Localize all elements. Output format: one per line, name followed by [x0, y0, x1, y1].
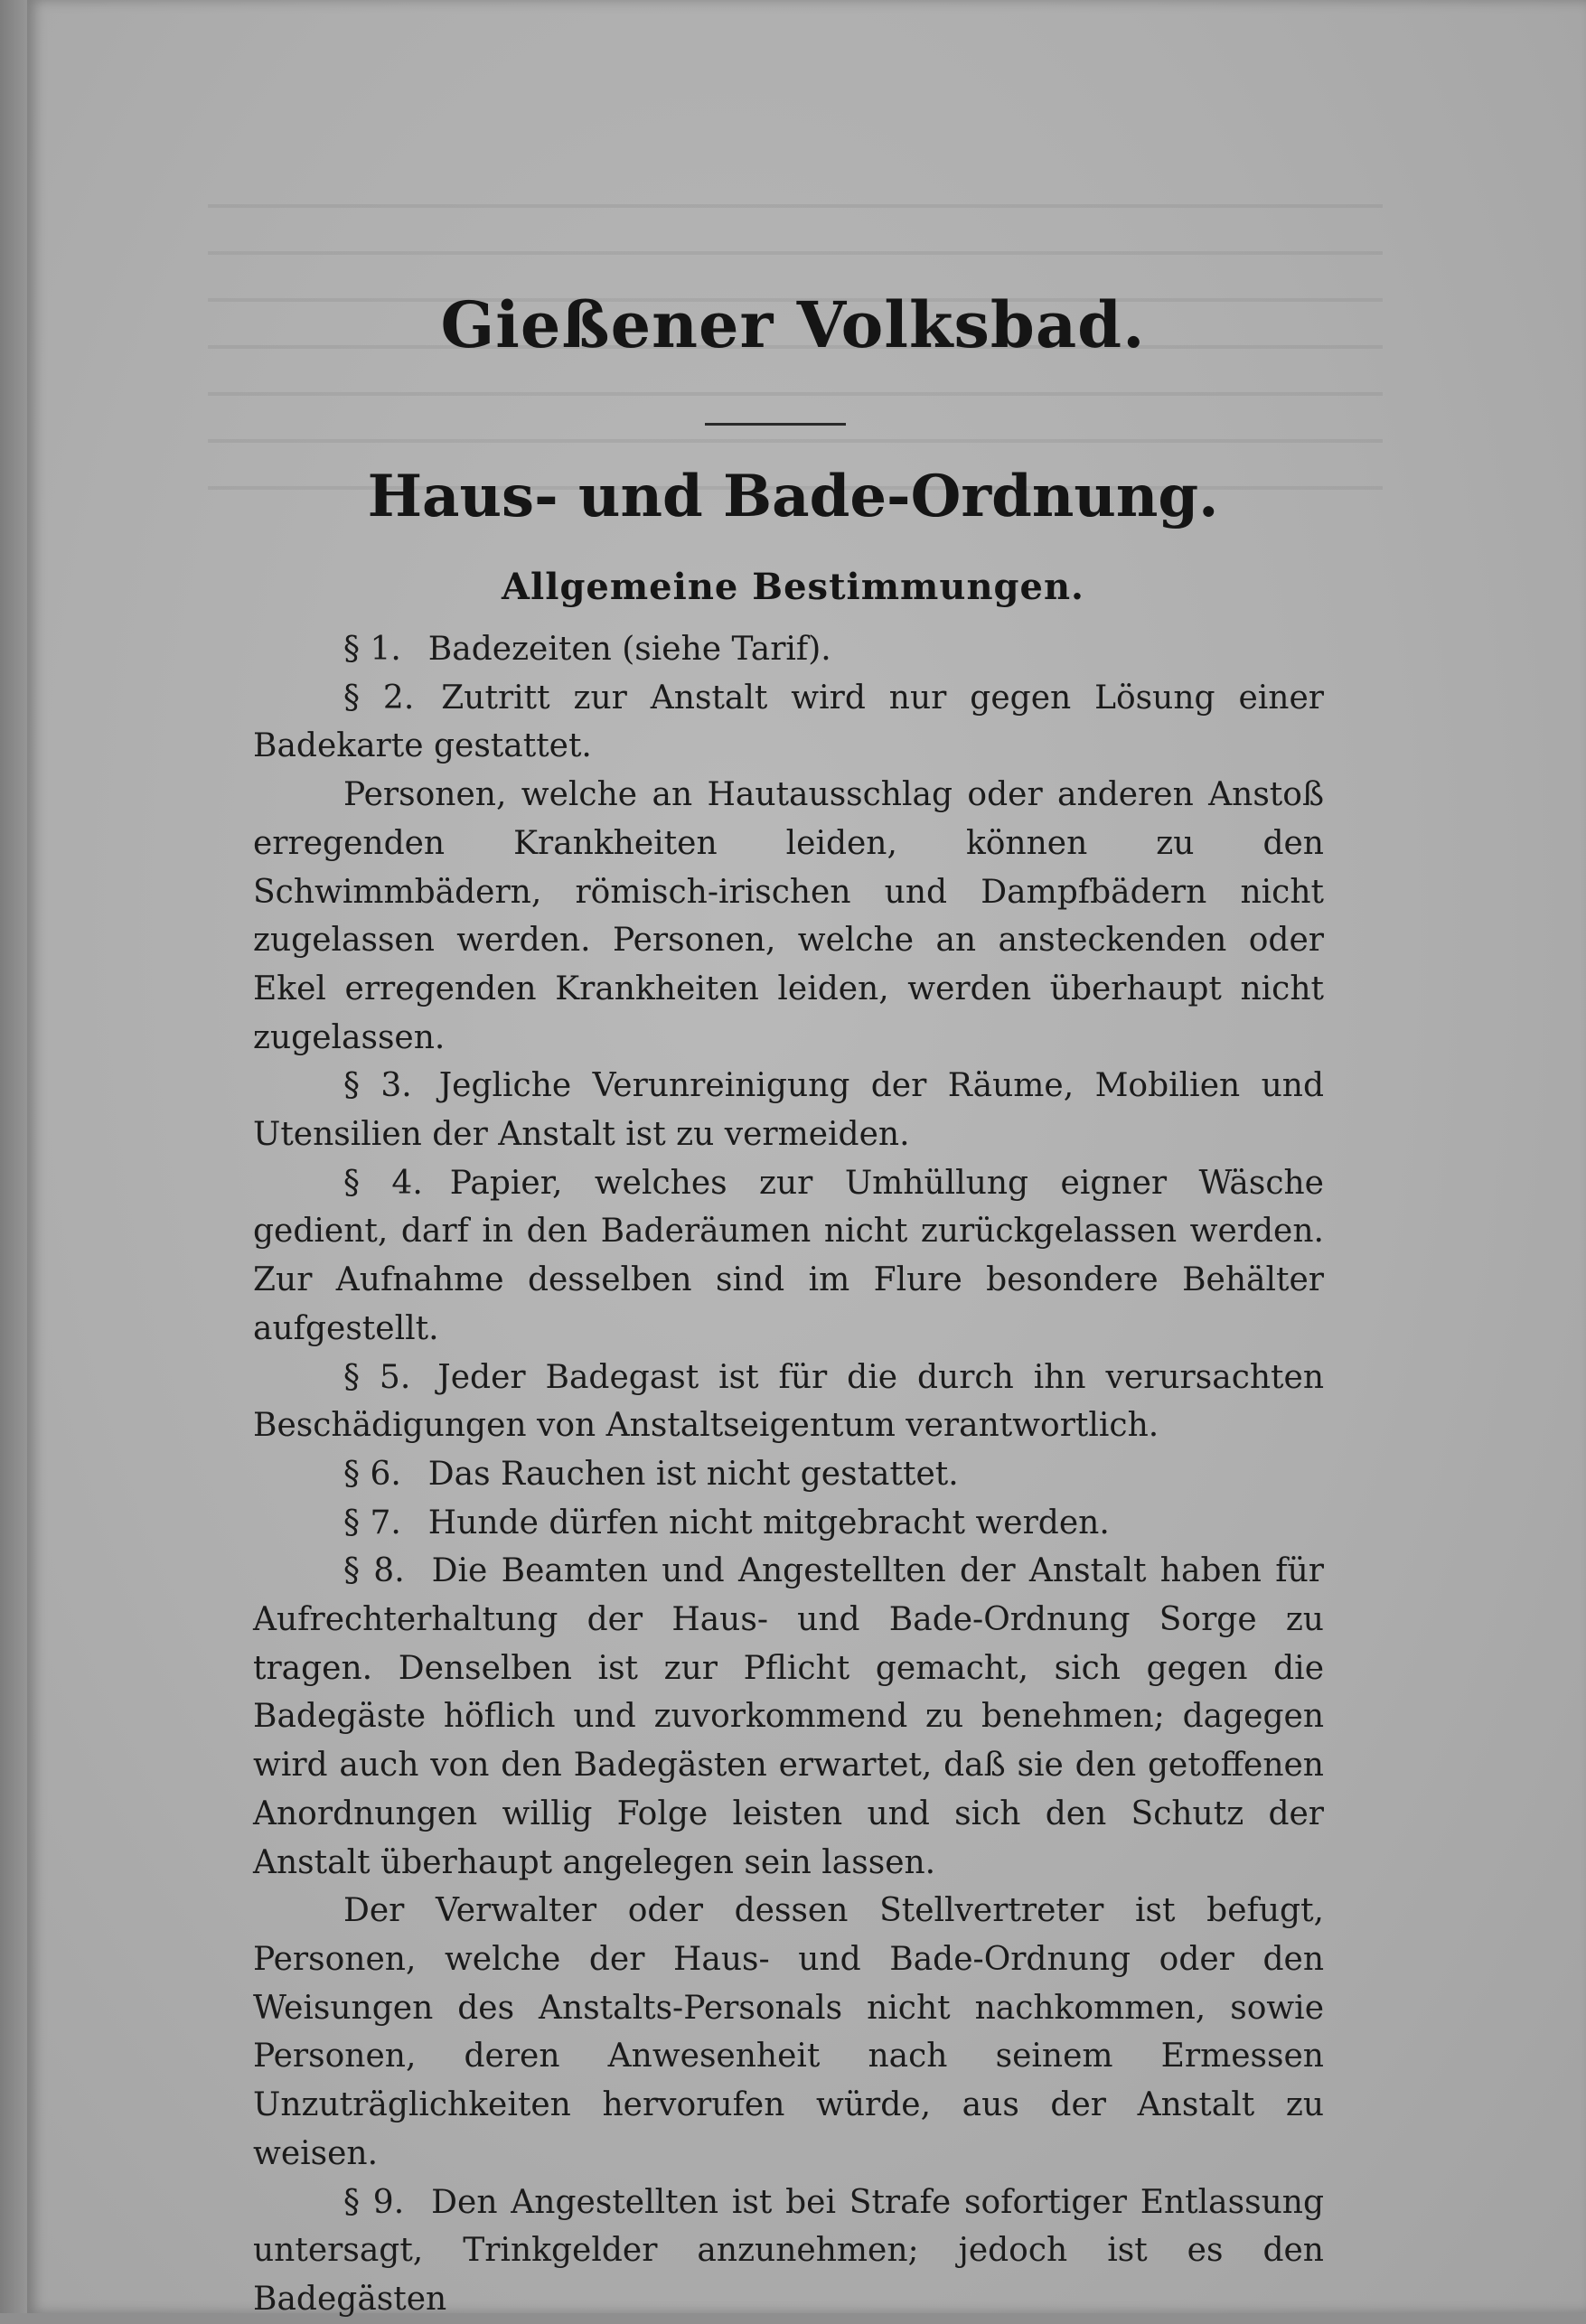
paragraph-section-4 [253, 1159, 1324, 1354]
section-number: § 1. [343, 631, 401, 668]
section-number: § 5. [343, 1358, 411, 1396]
paragraph-section-8 [253, 1547, 1324, 1887]
paragraph-text: Die Beamten und Angestellten der Anstalt haben für Aufrechterhaltung der Haus- und Bade-Ordnung Sorge zu tragen. Denselben ist zur Pflicht gemacht, sich gegen die Badegäste höflich und zuvorkommend zu benehmen; dagegen wird auch von den Badegästen erwartet, daß sie den getoffenen Anordnungen willig Folge leisten und sich den Schutz der Anstalt überhaupt angelegen sein lassen. [253, 1552, 1324, 1881]
section-number: § 8. [343, 1552, 405, 1590]
paragraph-text: Jeder Badegast ist für die durch ihn verursachten Beschädigungen von Anstaltseigentum verantwortlich. [253, 1358, 1324, 1445]
section-number: § 2. [343, 679, 415, 717]
document-subtitle: Haus- und Bade-Ordnung. [367, 463, 1219, 530]
section-number: § 6. [343, 1455, 401, 1493]
paragraph-text: Der Verwalter oder dessen Stellvertreter ist befugt, Personen, welche der Haus- und Bade-Ordnung oder den Weisungen des Anstalts-Personals nicht nachkommen, sowie Personen, deren Anwesenheit nach seinem Ermessen Unzuträglichkeiten hervorufen würde, aus der Anstalt zu weisen. [253, 1892, 1324, 2172]
paragraph-text: Zutritt zur Anstalt wird nur gegen Lösung einer Badekarte gestattet. [253, 679, 1325, 765]
section-number: § 4. [343, 1164, 423, 1202]
paragraph-section-1 [253, 625, 1324, 674]
document-body [253, 625, 1324, 2324]
paragraph-text: Badezeiten (siehe Tarif). [427, 631, 831, 668]
paragraph-section-9 [253, 2179, 1324, 2324]
paragraph-section-5 [253, 1354, 1324, 1450]
paragraph-section-7 [253, 1499, 1324, 1548]
section-number: § 3. [343, 1067, 412, 1105]
paragraph-text: Hunde dürfen nicht mitgebracht werden. [427, 1504, 1110, 1542]
paragraph-text: Das Rauchen ist nicht gestattet. [427, 1455, 959, 1493]
paragraph-text: Papier, welches zur Umhüllung eigner Wäsche gedient, darf in den Baderäumen nicht zurückgelassen werden. Zur Aufnahme desselben sind im Flure besondere Behälter aufgestellt. [253, 1164, 1324, 1347]
paragraph-section-8-continued [253, 1887, 1324, 2178]
section-number: § 7. [343, 1504, 401, 1542]
paragraph-text: Personen, welche an Hautausschlag oder anderen Anstoß erregenden Krankheiten leiden, können zu den Schwimmbädern, römisch-irischen und Dampfbädern nicht zugelassen werden. Personen, welche an ansteckenden oder Ekel erregenden Krankheiten leiden, werden überhaupt nicht zugelassen. [253, 776, 1324, 1056]
paragraph-section-2-continued [253, 771, 1324, 1062]
paragraph-text: Jegliche Verunreinigung der Räume, Mobilien und Utensilien der Anstalt ist zu vermeiden. [253, 1067, 1324, 1154]
section-heading: Allgemeine Bestimmungen. [502, 566, 1084, 608]
paragraph-section-2 [253, 674, 1324, 771]
document-title: Gießener Volksbad. [440, 287, 1146, 362]
section-number: § 9. [343, 2183, 405, 2221]
title-divider [705, 423, 846, 426]
paragraph-section-3 [253, 1062, 1324, 1158]
paragraph-section-6 [253, 1450, 1324, 1499]
paragraph-text: Den Angestellten ist bei Strafe sofortiger Entlassung untersagt, Trinkgelder anzunehmen; jedoch ist es den Badegästen [253, 2183, 1324, 2318]
